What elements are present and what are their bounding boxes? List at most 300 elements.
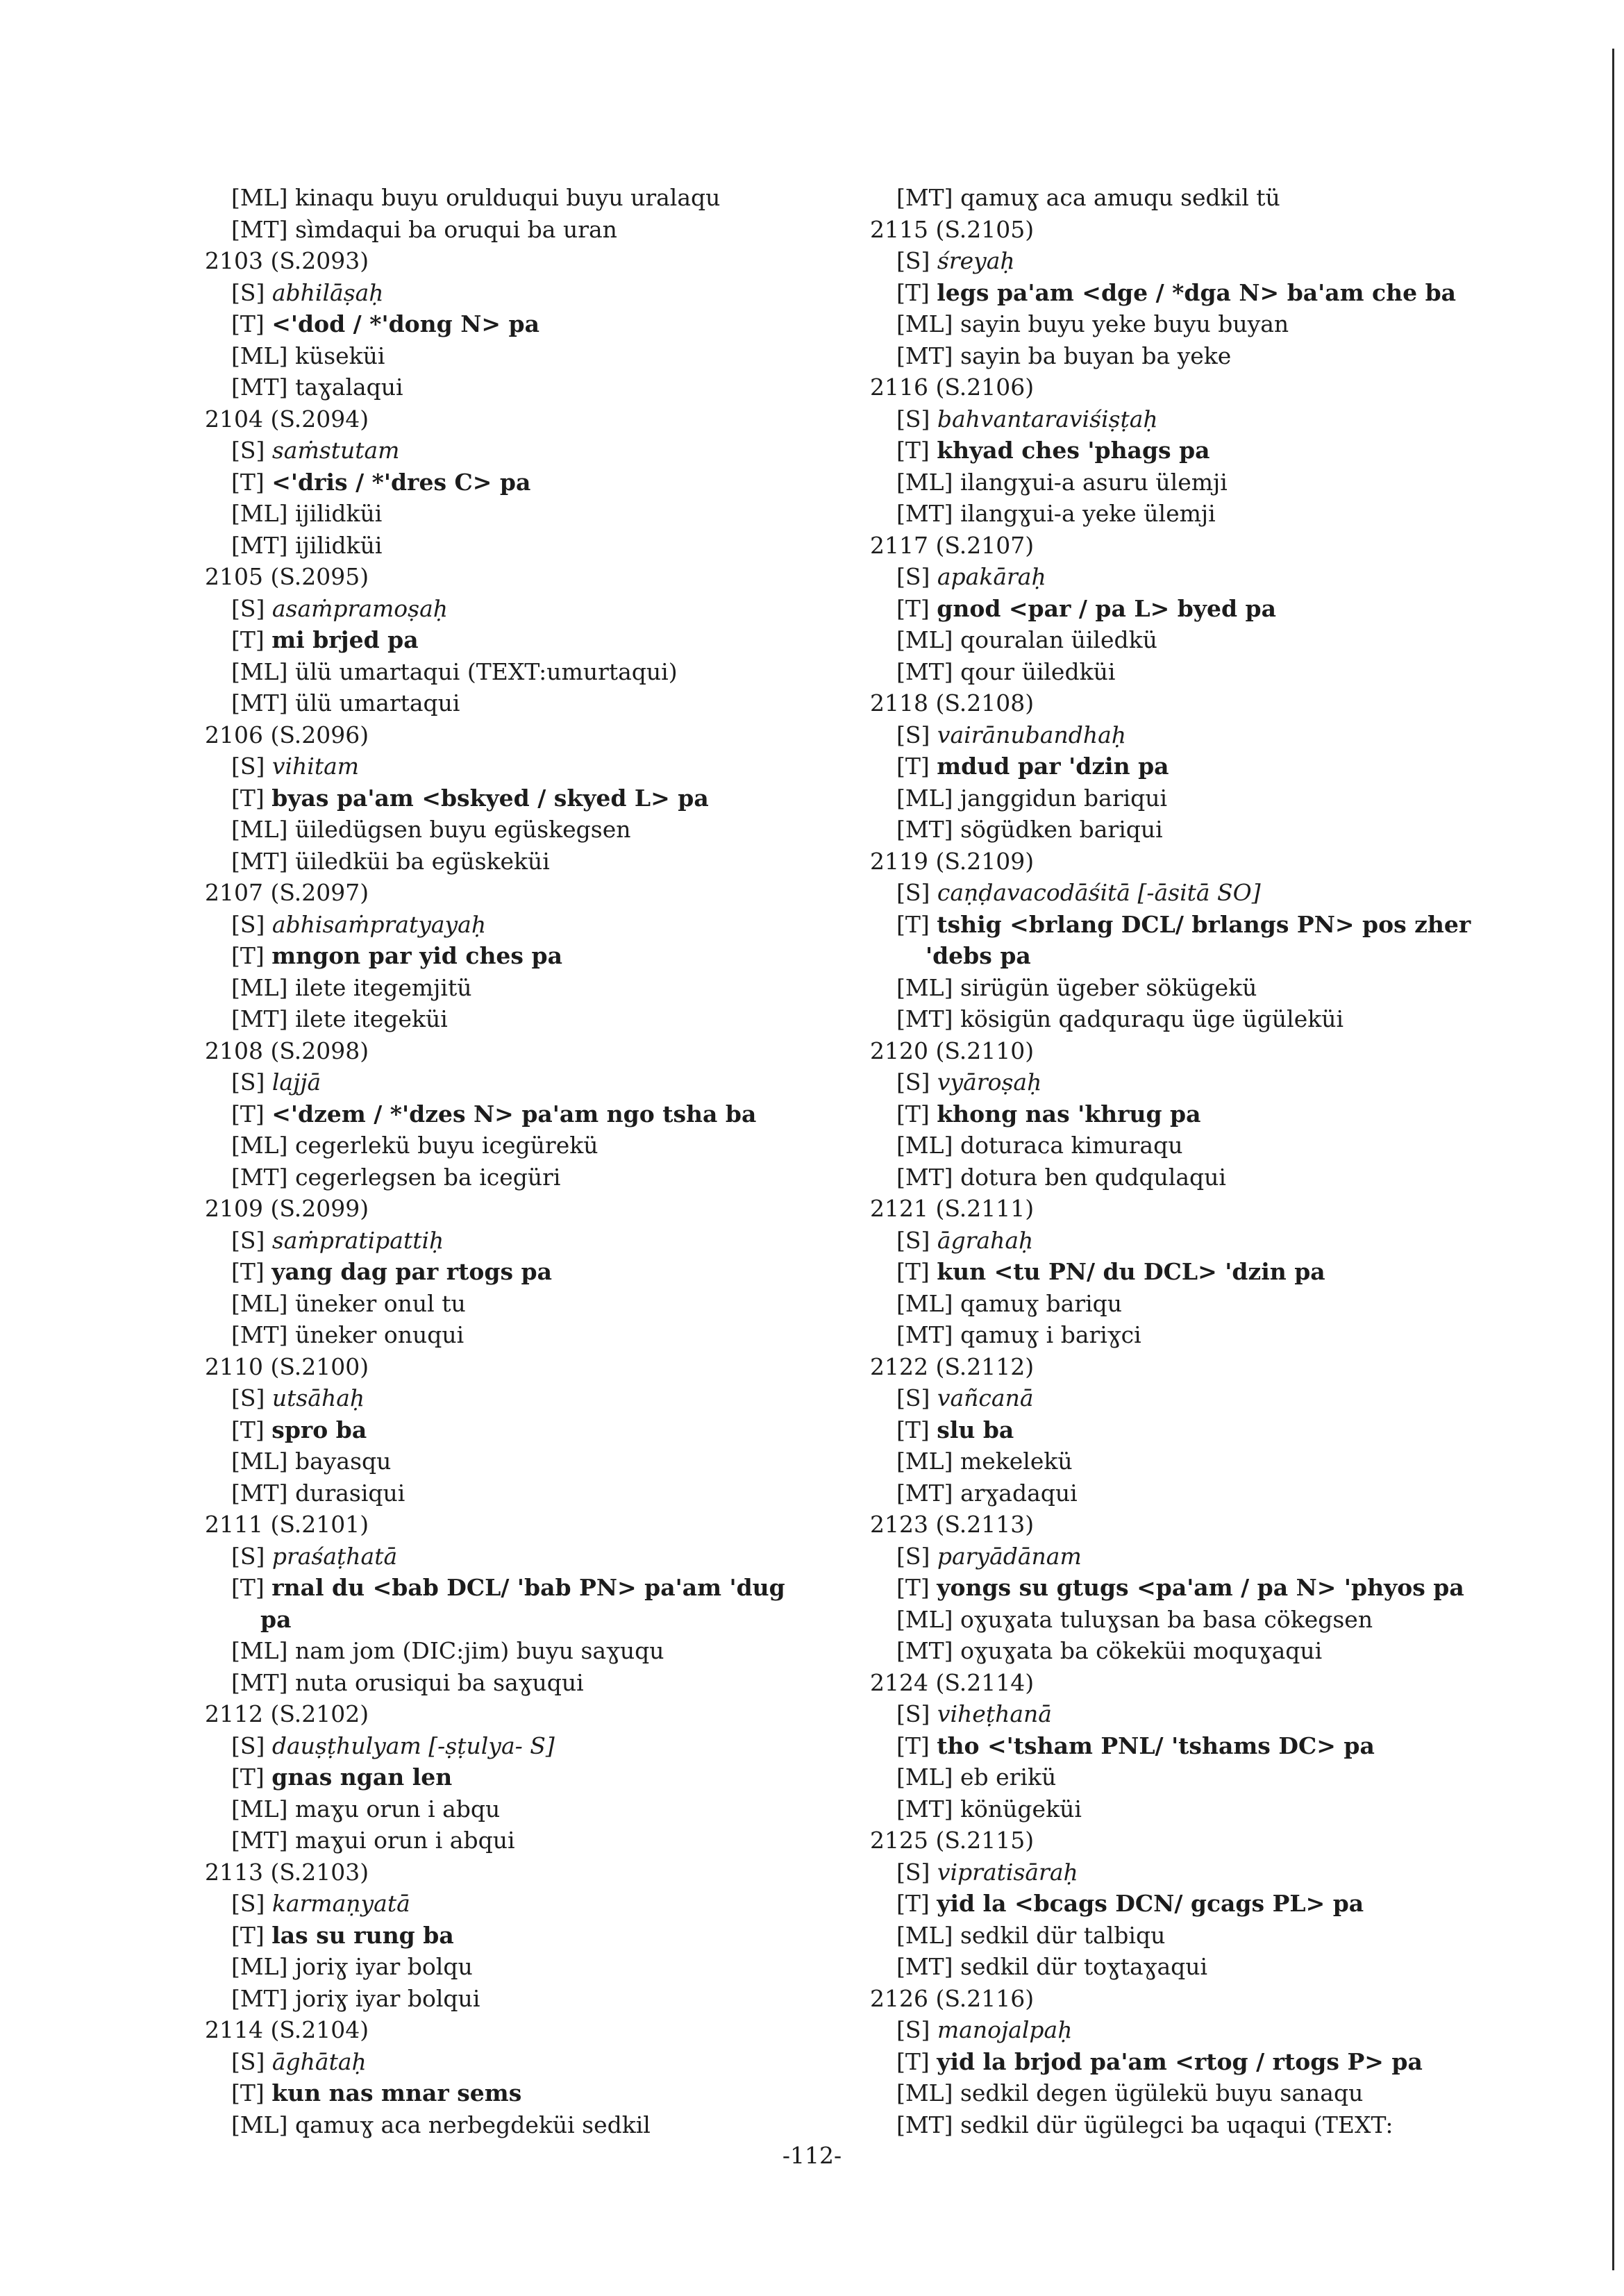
entry-number: 2118 (S.2108) xyxy=(870,689,1035,717)
language-tag: [T] xyxy=(231,310,265,337)
entry-line xyxy=(205,656,851,688)
language-tag: [MT] xyxy=(896,1163,953,1191)
entry-text: qamuɣ aca amuqu sedkil tü xyxy=(960,184,1280,211)
language-tag: [ML] xyxy=(896,1921,953,1949)
language-tag: [ML] xyxy=(231,342,288,369)
language-tag: [S] xyxy=(896,2016,930,2043)
entry-text: vipratisāraḥ xyxy=(937,1858,1078,1886)
language-tag: [MT] xyxy=(231,689,288,717)
entry-number: 2122 (S.2112) xyxy=(870,1352,1035,1380)
entry-text: tho <'tsham PNL/ 'tshams DC> pa xyxy=(937,1732,1375,1759)
entry-line xyxy=(870,1857,1516,1888)
language-tag: [S] xyxy=(231,1890,265,1917)
entry-text: nuta orusiqui ba saɣuqui xyxy=(295,1668,584,1696)
entry-number: 2114 (S.2104) xyxy=(205,2016,369,2043)
entry-line xyxy=(205,1319,851,1351)
entry-text: bayasqu xyxy=(294,1448,392,1475)
entry-text: śreyaḥ xyxy=(937,247,1015,274)
right-column xyxy=(870,182,1516,2140)
language-tag: [MT] xyxy=(231,531,288,559)
entry-number: 2119 (S.2109) xyxy=(870,847,1035,875)
entry-line xyxy=(205,1162,851,1193)
entry-line xyxy=(205,846,851,878)
page-edge-rule xyxy=(1612,49,1614,2270)
language-tag: [S] xyxy=(896,1542,930,1570)
entry-number: 2108 (S.2098) xyxy=(205,1037,369,1064)
language-tag: [S] xyxy=(231,1069,265,1096)
entry-line xyxy=(870,277,1516,309)
entry-text: joriɣ iyar bolqui xyxy=(295,1984,480,2012)
language-tag: [T] xyxy=(231,1574,265,1601)
entry-line xyxy=(870,308,1516,340)
entry-line xyxy=(205,909,851,941)
entry-line xyxy=(205,308,851,340)
language-tag: [T] xyxy=(231,942,265,969)
entry-text: küseküi xyxy=(294,342,385,369)
entry-text: oɣuɣata tuluɣsan ba basa cökegsen xyxy=(960,1605,1373,1633)
entry-text: las su rung ba xyxy=(271,1921,454,1949)
entry-text: apakāraḥ xyxy=(937,563,1046,590)
entry-line xyxy=(205,1951,851,1983)
entry-number: 2103 (S.2093) xyxy=(205,247,369,274)
entry-text: āgrahaḥ xyxy=(937,1226,1034,1254)
language-tag: [ML] xyxy=(896,2079,953,2106)
entry-line xyxy=(870,656,1516,688)
entry-continuation: 'debs pa xyxy=(926,942,1031,969)
entry-text: eb erikü xyxy=(960,1763,1057,1791)
entry-text: vihitam xyxy=(271,753,360,780)
entry-line xyxy=(870,1604,1516,1636)
language-tag: [MT] xyxy=(896,657,953,685)
entry-number: 2116 (S.2106) xyxy=(870,374,1035,401)
entry-text: mi brjed pa xyxy=(271,626,419,653)
entry-line xyxy=(205,371,851,403)
entry-number: 2111 (S.2101) xyxy=(205,1511,369,1538)
entry-text: arɣadaqui xyxy=(960,1479,1078,1507)
language-tag: [T] xyxy=(231,2079,265,2106)
language-tag: [T] xyxy=(896,910,930,938)
entry-text: yang dag par rtogs pa xyxy=(271,1258,552,1285)
language-tag: [S] xyxy=(231,2047,265,2075)
entry-text: viheṭhanā xyxy=(937,1700,1052,1727)
language-tag: [MT] xyxy=(896,1005,953,1032)
language-tag: [ML] xyxy=(896,784,953,812)
entry-line xyxy=(205,1635,851,1667)
language-tag: [MT] xyxy=(231,374,288,401)
language-tag: [T] xyxy=(231,626,265,653)
entry-text: sayin ba buyan ba yeke xyxy=(960,342,1232,369)
entry-text: yongs su gtugs <pa'am / pa N> 'phyos pa xyxy=(937,1574,1464,1601)
entry-text: utsāhaḥ xyxy=(271,1384,365,1411)
language-tag: [T] xyxy=(896,594,930,622)
entry-text: abhisaṁpratyayaḥ xyxy=(271,910,487,938)
entry-text: sedkil dür talbiqu xyxy=(960,1921,1166,1949)
language-tag: [MT] xyxy=(231,1005,288,1032)
entry-line xyxy=(205,1477,851,1509)
entry-line xyxy=(870,1477,1516,1509)
entry-text: maɣu orun i abqu xyxy=(294,1795,501,1822)
entry-text: āghātaḥ xyxy=(271,2047,367,2075)
entry-line xyxy=(205,1983,851,2015)
entry-text: janggidun bariqui xyxy=(960,784,1168,812)
entry-text: qouralan üiledkü xyxy=(960,626,1157,653)
entry-line xyxy=(205,435,851,467)
entry-line xyxy=(870,1225,1516,1257)
entry-line xyxy=(870,782,1516,814)
entry-number: 2120 (S.2110) xyxy=(870,1037,1035,1064)
entry-line xyxy=(205,1003,851,1035)
language-tag: [ML] xyxy=(896,1605,953,1633)
entry-line xyxy=(870,1541,1516,1573)
language-tag: [ML] xyxy=(231,1637,288,1664)
entry-text: rnal du <bab DCL/ 'bab PN> pa'am 'dug xyxy=(271,1574,785,1601)
entry-number: 2112 (S.2102) xyxy=(205,1700,369,1727)
entry-line xyxy=(870,1098,1516,1130)
entry-line xyxy=(205,182,851,214)
entry-line xyxy=(870,561,1516,593)
language-tag: [ML] xyxy=(231,1953,288,1980)
entry-text: ijilidküi xyxy=(294,500,383,527)
entry-text: spro ba xyxy=(271,1416,367,1443)
language-tag: [S] xyxy=(231,1542,265,1570)
language-tag: [S] xyxy=(896,1226,930,1254)
entry-text: lajjā xyxy=(271,1069,321,1096)
entry-number: 2124 (S.2114) xyxy=(870,1668,1035,1696)
entry-line xyxy=(870,1698,1516,1730)
entry-line xyxy=(205,1256,851,1288)
language-tag: [T] xyxy=(231,1100,265,1128)
language-tag: [T] xyxy=(231,784,265,812)
entry-line xyxy=(870,719,1516,751)
language-tag: [S] xyxy=(896,1858,930,1886)
entry-line xyxy=(870,1066,1516,1098)
entry-text: slu ba xyxy=(937,1416,1014,1443)
language-tag: [T] xyxy=(231,1416,265,1443)
entry-line xyxy=(205,1288,851,1320)
entry-text: qamuɣ i bariɣci xyxy=(960,1321,1141,1348)
entry-number: 2121 (S.2111) xyxy=(870,1195,1035,1222)
entry-number: 2105 (S.2095) xyxy=(205,563,369,590)
language-tag: [ML] xyxy=(896,973,953,1001)
entry-line xyxy=(870,340,1516,372)
language-tag: [T] xyxy=(231,1921,265,1949)
entry-text: ülü umartaqui (TEXT:umurtaqui) xyxy=(294,657,678,685)
entry-line xyxy=(870,1951,1516,1983)
entry-text: sìmdaqui ba oruqui ba uran xyxy=(295,215,617,243)
entry-line xyxy=(870,593,1516,625)
language-tag: [T] xyxy=(896,753,930,780)
entry-line xyxy=(205,1888,851,1920)
entry-line xyxy=(205,1446,851,1477)
entry-line xyxy=(205,467,851,498)
language-tag: [S] xyxy=(231,594,265,622)
entry-number: 2106 (S.2096) xyxy=(205,721,369,748)
entry-number: 2110 (S.2100) xyxy=(205,1352,369,1380)
entry-line xyxy=(205,1667,851,1699)
language-tag: [ML] xyxy=(896,1763,953,1791)
language-tag: [S] xyxy=(231,1384,265,1411)
entry-text: qamuɣ bariqu xyxy=(960,1289,1123,1317)
entry-line xyxy=(870,751,1516,782)
entry-text: tshig <brlang DCL/ brlangs PN> pos zher xyxy=(937,910,1471,938)
entry-line xyxy=(205,751,851,782)
entry-line xyxy=(205,972,851,1004)
entry-line xyxy=(205,2109,851,2141)
entry-line xyxy=(870,909,1516,941)
entry-text: legs pa'am <dge / *dga N> ba'am che ba xyxy=(937,278,1457,306)
entry-number: 2125 (S.2115) xyxy=(870,1827,1035,1854)
language-tag: [T] xyxy=(896,1574,930,1601)
language-tag: [MT] xyxy=(231,1827,288,1854)
language-tag: [ML] xyxy=(896,468,953,496)
entry-line xyxy=(205,1761,851,1793)
entry-text: gnod <par / pa L> byed pa xyxy=(937,594,1276,622)
entry-text: cegerlegsen ba icegüri xyxy=(295,1163,561,1191)
language-tag: [MT] xyxy=(896,500,953,527)
entry-text: gnas ngan len xyxy=(271,1763,453,1791)
entry-text: bahvantaraviśiṣṭaḥ xyxy=(937,405,1158,433)
language-tag: [S] xyxy=(896,1384,930,1411)
entry-line xyxy=(205,1382,851,1414)
entry-text: manojalpaḥ xyxy=(937,2016,1073,2043)
entry-line xyxy=(205,782,851,814)
language-tag: [S] xyxy=(231,437,265,464)
language-tag: [MT] xyxy=(896,1637,953,1664)
entry-text: praśaṭhatā xyxy=(271,1542,398,1570)
language-tag: [MT] xyxy=(231,1668,288,1696)
entry-number: 2104 (S.2094) xyxy=(205,405,369,433)
language-tag: [T] xyxy=(896,1732,930,1759)
language-tag: [MT] xyxy=(231,847,288,875)
entry-text: ilangɣui-a yeke ülemji xyxy=(960,500,1216,527)
entry-line xyxy=(870,498,1516,530)
entry-text: doturaca kimuraqu xyxy=(960,1132,1183,1159)
entry-text: oɣuɣata ba cökeküi moquɣaqui xyxy=(960,1637,1323,1664)
entry-line xyxy=(870,877,1516,909)
language-tag: [MT] xyxy=(231,1479,288,1507)
language-tag: [S] xyxy=(896,721,930,748)
entry-text: üneker onul tu xyxy=(294,1289,466,1317)
language-tag: [S] xyxy=(231,1732,265,1759)
entry-line xyxy=(870,1793,1516,1825)
entry-line xyxy=(870,435,1516,467)
entry-text: kösigün qadquraqu üge ügüleküi xyxy=(960,1005,1344,1032)
entry-number: 2109 (S.2099) xyxy=(205,1195,369,1222)
language-tag: [T] xyxy=(896,2047,930,2075)
entry-text: kun <tu PN/ du DCL> 'dzin pa xyxy=(937,1258,1325,1285)
language-tag: [MT] xyxy=(231,1321,288,1348)
entry-line xyxy=(870,1888,1516,1920)
entry-line xyxy=(870,1003,1516,1035)
entry-number: 2126 (S.2116) xyxy=(870,1984,1035,2012)
entry-line xyxy=(870,1446,1516,1477)
entry-line xyxy=(205,1066,851,1098)
entry-text: vyāroṣaḥ xyxy=(937,1069,1042,1096)
language-tag: [ML] xyxy=(231,2111,288,2138)
language-tag: [MT] xyxy=(231,1984,288,2012)
entry-text: khong nas 'khrug pa xyxy=(937,1100,1201,1128)
entry-number: 2117 (S.2107) xyxy=(870,531,1035,559)
entry-line xyxy=(870,624,1516,656)
entry-line xyxy=(870,1256,1516,1288)
language-tag: [MT] xyxy=(231,1163,288,1191)
language-tag: [ML] xyxy=(231,657,288,685)
entry-line xyxy=(205,1098,851,1130)
language-tag: [T] xyxy=(231,1258,265,1285)
entry-text: qour üiledküi xyxy=(960,657,1116,685)
entry-line xyxy=(870,2109,1516,2141)
entry-text: sedkil dür toɣtaɣaqui xyxy=(960,1953,1208,1980)
entry-text: cegerlekü buyu icegürekü xyxy=(294,1132,598,1159)
entry-line xyxy=(870,182,1516,214)
entry-line xyxy=(205,2077,851,2109)
entry-text: khyad ches 'phags pa xyxy=(937,437,1210,464)
entry-text: dotura ben qudqulaqui xyxy=(960,1163,1226,1191)
left-column xyxy=(205,182,851,2140)
entry-line xyxy=(205,214,851,246)
entry-line xyxy=(870,1382,1516,1414)
language-tag: [S] xyxy=(231,278,265,306)
entry-line xyxy=(205,498,851,530)
language-tag: [T] xyxy=(231,468,265,496)
entry-text: caṇḍavacodāśitā [-āsitā SO] xyxy=(937,879,1261,906)
language-tag: [T] xyxy=(231,1763,265,1791)
language-tag: [ML] xyxy=(231,816,288,843)
entry-number: 2107 (S.2097) xyxy=(205,879,369,906)
entry-text: sirügün ügeber sökügekü xyxy=(960,973,1257,1001)
language-tag: [T] xyxy=(896,278,930,306)
entry-text: mdud par 'dzin pa xyxy=(937,753,1169,780)
entry-line xyxy=(205,1793,851,1825)
entry-line xyxy=(205,277,851,309)
language-tag: [ML] xyxy=(231,973,288,1001)
entry-line xyxy=(205,340,851,372)
entry-line xyxy=(205,593,851,625)
entry-line xyxy=(205,687,851,719)
entry-text: sayin buyu yeke buyu buyan xyxy=(960,310,1289,337)
entry-text: saṁpratipattiḥ xyxy=(271,1226,444,1254)
entry-line xyxy=(870,2046,1516,2078)
entry-text: <'dris / *'dres C> pa xyxy=(271,468,531,496)
language-tag: [S] xyxy=(896,563,930,590)
entry-line xyxy=(870,814,1516,846)
language-tag: [MT] xyxy=(896,1479,953,1507)
entry-text: <'dod / *'dong N> pa xyxy=(271,310,539,337)
entry-line xyxy=(205,530,851,562)
language-tag: [T] xyxy=(896,1416,930,1443)
language-tag: [S] xyxy=(896,405,930,433)
language-tag: [T] xyxy=(896,1890,930,1917)
entry-text: ilete itegemjitü xyxy=(294,973,472,1001)
entry-text: ilangɣui-a asuru ülemji xyxy=(960,468,1228,496)
entry-line xyxy=(870,2077,1516,2109)
entry-text: taɣalaqui xyxy=(295,374,403,401)
entry-text: üneker onuqui xyxy=(295,1321,464,1348)
entry-text: yid la <bcags DCN/ gcags PL> pa xyxy=(937,1890,1364,1917)
entry-text: <'dzem / *'dzes N> pa'am ngo tsha ba xyxy=(271,1100,757,1128)
entry-line xyxy=(205,624,851,656)
language-tag: [S] xyxy=(896,1700,930,1727)
entry-continuation: pa xyxy=(260,1605,292,1633)
entry-text: maɣui orun i abqui xyxy=(295,1827,515,1854)
language-tag: [ML] xyxy=(231,500,288,527)
entry-line xyxy=(870,403,1516,435)
language-tag: [ML] xyxy=(231,1132,288,1159)
entry-text: yid la brjod pa'am <rtog / rtogs P> pa xyxy=(937,2047,1423,2075)
language-tag: [T] xyxy=(896,1258,930,1285)
entry-line xyxy=(870,1130,1516,1162)
entry-line xyxy=(870,1920,1516,1952)
page-number: -112- xyxy=(782,2142,842,2169)
entry-text: ülü umartaqui xyxy=(295,689,460,717)
entry-number: 2115 (S.2105) xyxy=(870,215,1035,243)
language-tag: [MT] xyxy=(231,215,288,243)
entry-text: üiledküi ba egüskeküi xyxy=(295,847,550,875)
entry-text: sedkil dür ügülegci ba uqaqui (TEXT: xyxy=(960,2111,1393,2138)
entry-text: ijilidküi xyxy=(295,531,383,559)
entry-line xyxy=(205,1541,851,1573)
entry-line xyxy=(870,2014,1516,2046)
entry-line xyxy=(205,1920,851,1952)
entry-text: kinaqu buyu orulduqui buyu uralaqu xyxy=(294,184,721,211)
entry-line xyxy=(205,1414,851,1446)
entry-text: asaṁpramoṣaḥ xyxy=(271,594,449,622)
language-tag: [ML] xyxy=(231,1289,288,1317)
language-tag: [S] xyxy=(896,1069,930,1096)
entry-text: joriɣ iyar bolqu xyxy=(294,1953,473,1980)
entry-line xyxy=(205,1572,851,1604)
language-tag: [T] xyxy=(896,1100,930,1128)
language-tag: [S] xyxy=(231,910,265,938)
entry-line xyxy=(870,467,1516,498)
entry-text: sögüdken bariqui xyxy=(960,816,1163,843)
entry-text: könügeküi xyxy=(960,1795,1082,1822)
entry-line xyxy=(870,245,1516,277)
language-tag: [ML] xyxy=(896,1132,953,1159)
language-tag: [MT] xyxy=(896,2111,953,2138)
entry-line xyxy=(870,1761,1516,1793)
language-tag: [MT] xyxy=(896,184,953,211)
entry-text: mekelekü xyxy=(960,1448,1073,1475)
language-tag: [ML] xyxy=(231,1448,288,1475)
language-tag: [ML] xyxy=(896,310,953,337)
entry-line xyxy=(205,1225,851,1257)
entry-text: abhilāṣaḥ xyxy=(271,278,384,306)
entry-line xyxy=(205,814,851,846)
language-tag: [MT] xyxy=(896,1795,953,1822)
entry-number: 2113 (S.2103) xyxy=(205,1858,369,1886)
entry-line xyxy=(870,1635,1516,1667)
entry-line xyxy=(870,1319,1516,1351)
entry-text: üiledügsen buyu egüskegsen xyxy=(294,816,631,843)
entry-line xyxy=(870,1730,1516,1762)
entry-line xyxy=(870,1162,1516,1193)
language-tag: [S] xyxy=(896,879,930,906)
entry-line xyxy=(870,1572,1516,1604)
language-tag: [S] xyxy=(896,247,930,274)
entry-line xyxy=(870,972,1516,1004)
entry-line xyxy=(870,1414,1516,1446)
entry-text: karmaṇyatā xyxy=(271,1890,410,1917)
entry-text: kun nas mnar sems xyxy=(271,2079,522,2106)
language-tag: [MT] xyxy=(896,816,953,843)
entry-line xyxy=(205,1825,851,1857)
language-tag: [ML] xyxy=(231,184,288,211)
entry-text: ilete itegeküi xyxy=(295,1005,448,1032)
entry-text: vairānubandhaḥ xyxy=(937,721,1127,748)
language-tag: [S] xyxy=(231,753,265,780)
entry-text: vañcanā xyxy=(937,1384,1034,1411)
